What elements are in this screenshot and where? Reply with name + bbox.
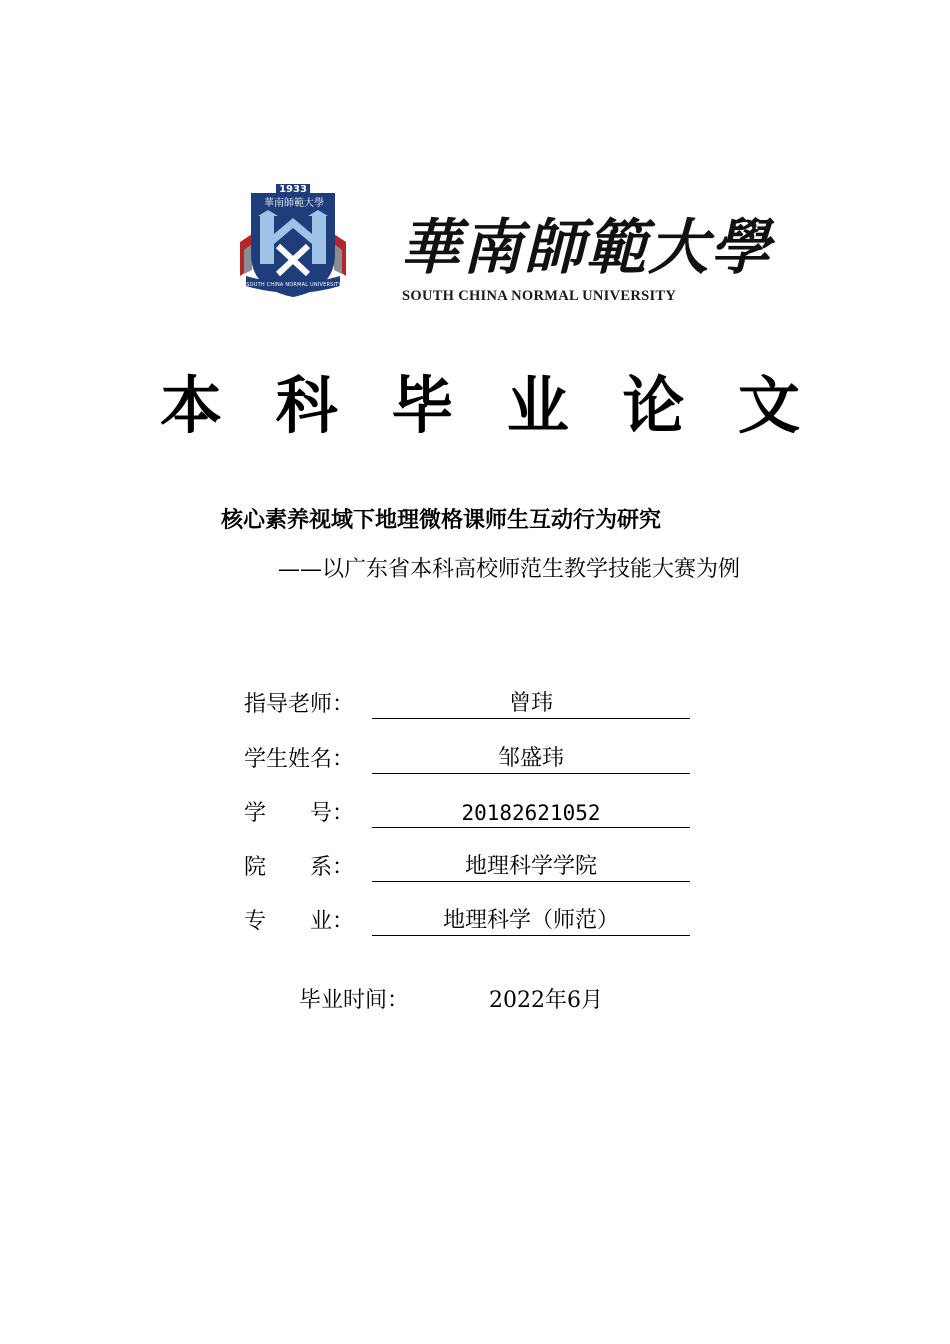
title-char: 文: [737, 369, 800, 442]
field-label: 学生姓名：: [244, 747, 355, 772]
title-char: 毕: [391, 369, 454, 442]
title-char: 科: [275, 369, 338, 442]
thesis-subtitle: ——以广东省本科高校师范生教学技能大赛为例: [278, 557, 741, 582]
field-advisor: [244, 688, 694, 722]
field-value: 地理科学学院: [372, 853, 690, 882]
document-type-title: [160, 370, 800, 442]
field-label: 指导老师：: [244, 692, 355, 717]
thesis-title: 核心素养视域下地理微格课师生互动行为研究: [221, 507, 662, 533]
field-student-name: [244, 743, 694, 777]
title-char: 业: [506, 369, 569, 442]
field-major: [244, 905, 694, 939]
field-value: 邹盛玮: [372, 745, 690, 774]
field-label: 专 业：: [244, 909, 355, 934]
field-label: 院 系：: [244, 855, 355, 880]
field-label: 学 号：: [244, 801, 355, 826]
title-char: 本: [160, 369, 223, 442]
graduation-date-label: 毕业时间：: [299, 988, 410, 1013]
graduation-date-value: 2022年6月: [489, 988, 603, 1013]
crest-band-label: SOUTH CHINA NORMAL UNIVERSITY: [246, 282, 342, 288]
university-name-english: SOUTH CHINA NORMAL UNIVERSITY: [402, 288, 677, 304]
field-value: 曾玮: [372, 690, 690, 719]
field-department: [244, 851, 694, 885]
field-value: 地理科学（师范）: [372, 907, 690, 936]
field-value: 20182621052: [372, 799, 690, 828]
university-name-calligraphy: 華南師範大學: [400, 213, 772, 283]
title-char: 论: [622, 369, 685, 442]
graduation-date: [299, 985, 659, 1017]
field-student-id: [244, 797, 694, 831]
crest-year-label: 1933: [279, 184, 307, 195]
crest-motto-label: 華南師範大學: [264, 198, 324, 209]
